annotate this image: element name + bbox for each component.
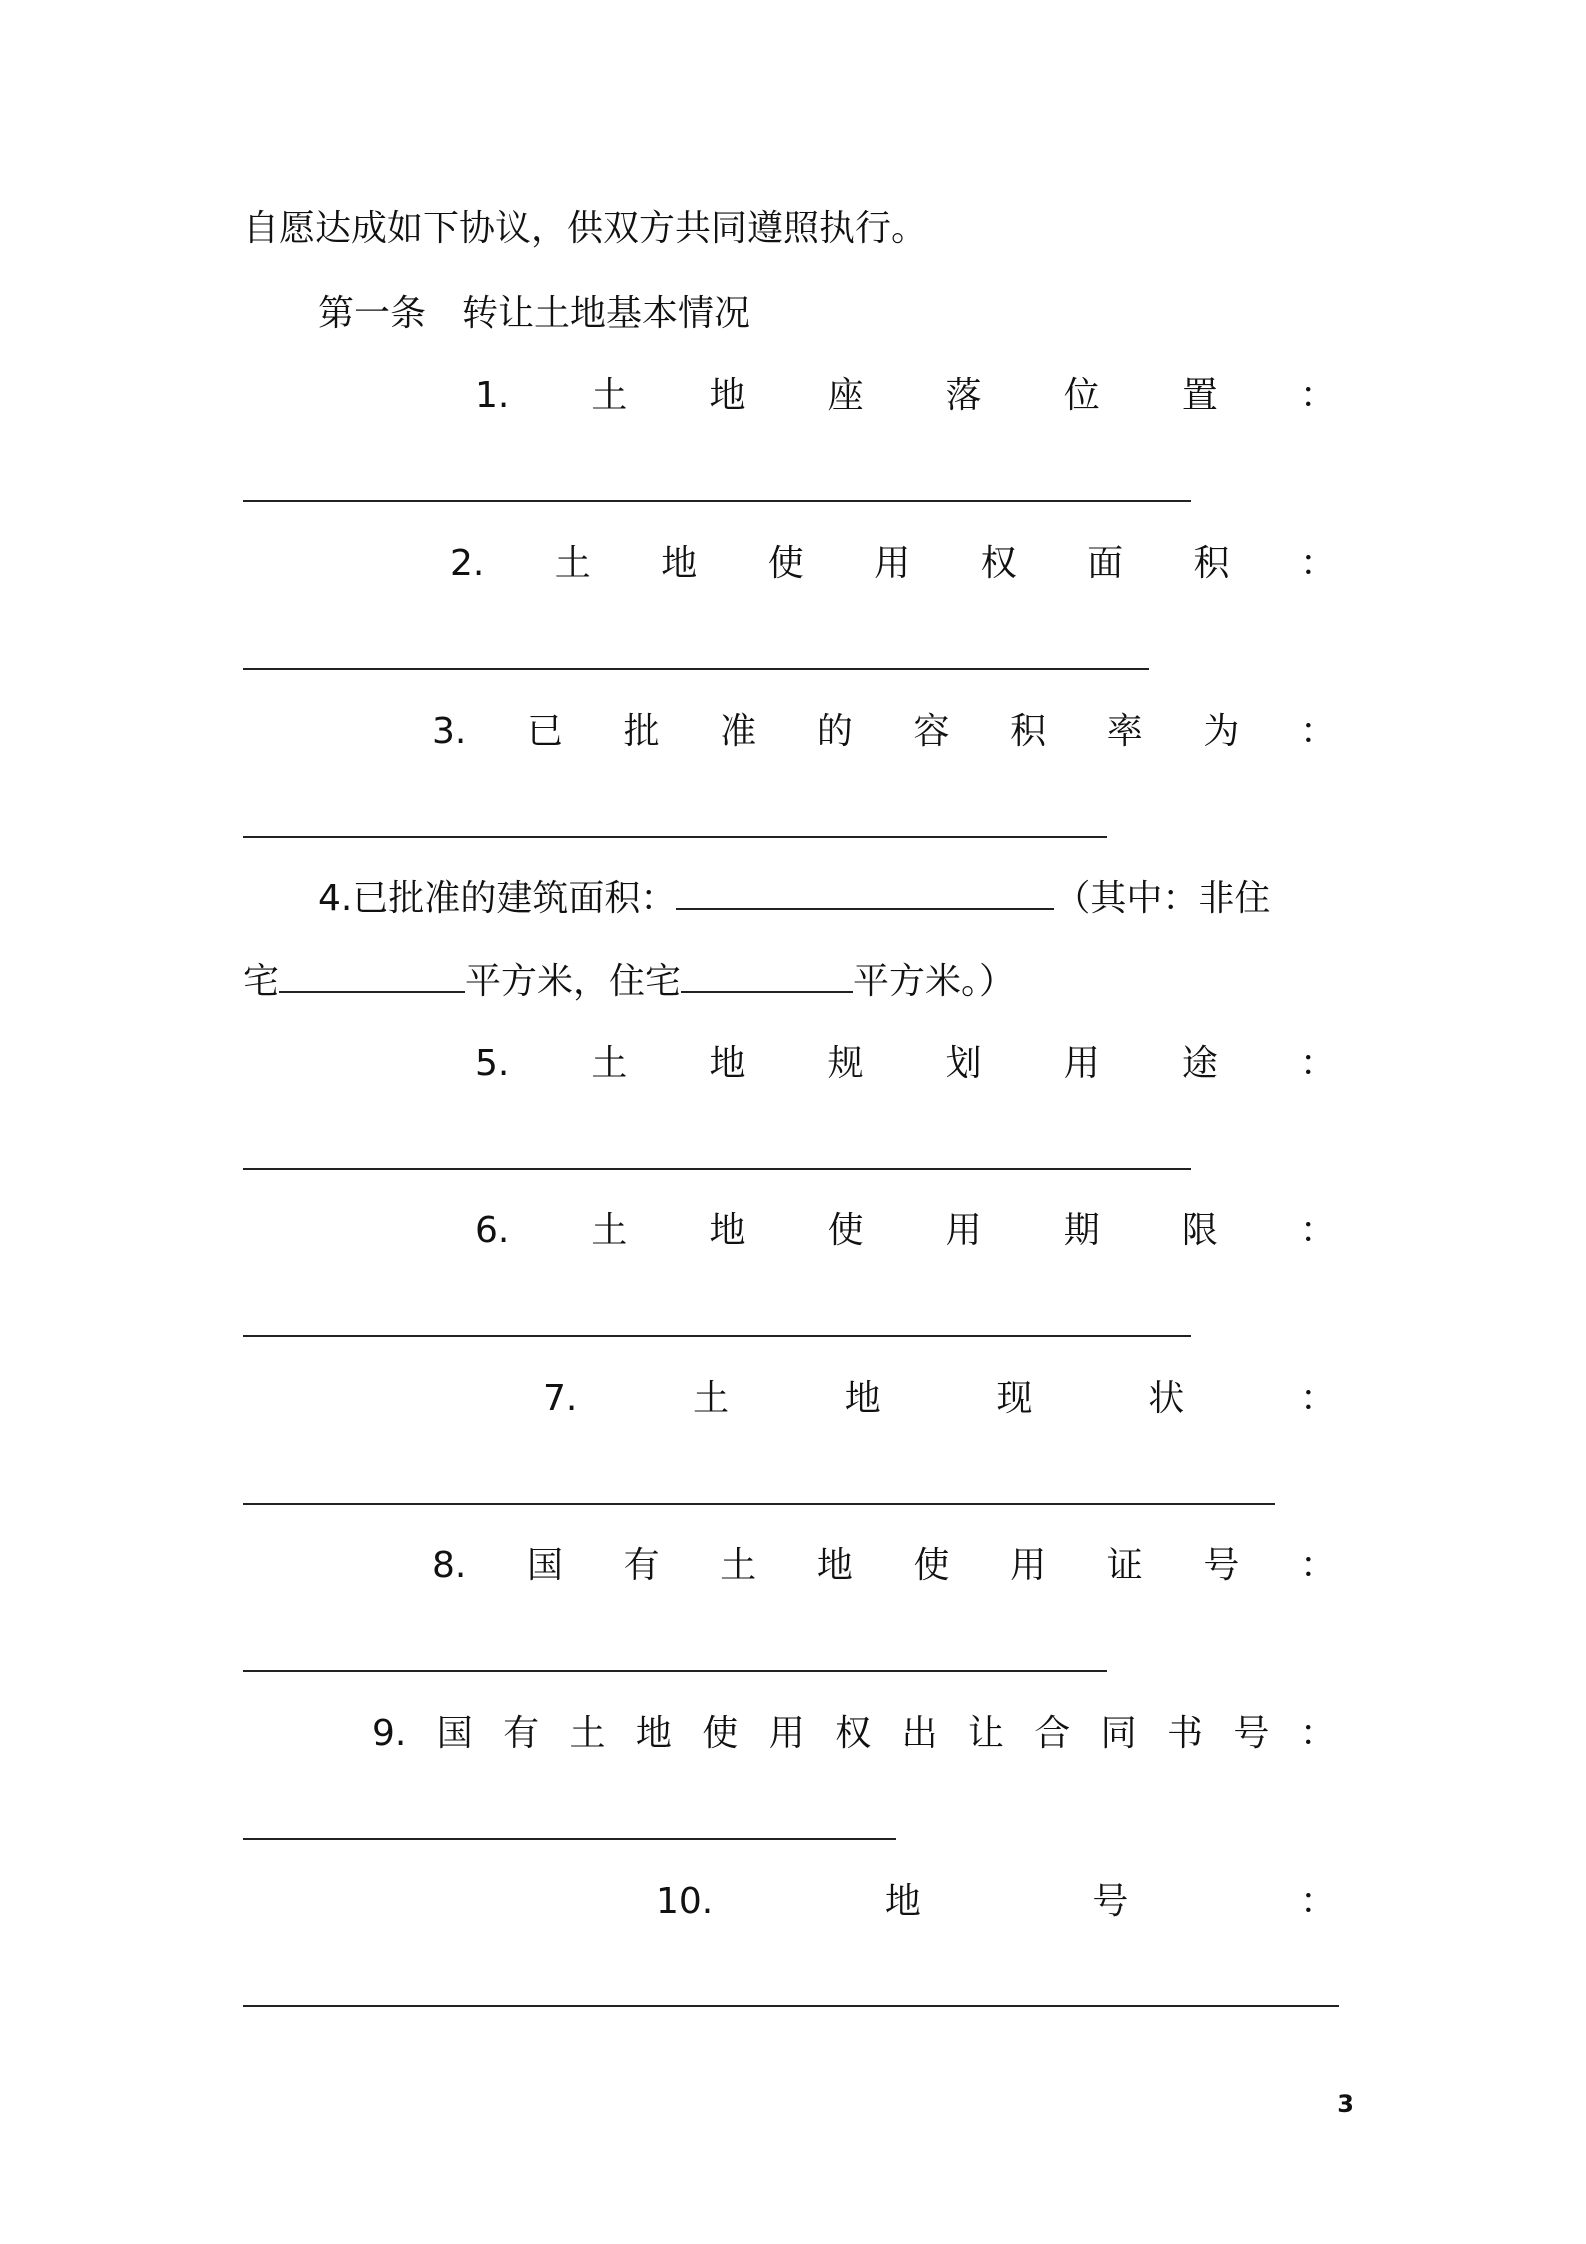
item-char: 地 (635, 1713, 672, 1754)
item-5-blank-line (243, 1168, 1191, 1170)
item-char: ： (1299, 1043, 1336, 1084)
item-char: 准 (720, 711, 757, 752)
item-char: 状 (1148, 1378, 1185, 1419)
item-char: 期 (1063, 1210, 1100, 1251)
item-char: 地 (709, 1043, 746, 1084)
item-char: ： (1299, 1713, 1336, 1754)
item-7-label (543, 1375, 1336, 1423)
item-char: 位 (1063, 375, 1100, 416)
item-char: 地 (709, 1210, 746, 1251)
item-char: 合 (1034, 1713, 1071, 1754)
item-char: 号 (1233, 1713, 1270, 1754)
item-char: 有 (503, 1713, 540, 1754)
item-1-blank-line (243, 500, 1191, 502)
item-4-area-blank (676, 878, 1054, 910)
item-number: 7. (543, 1378, 578, 1419)
item-2-blank-line (243, 668, 1149, 670)
item-char: 地 (884, 1881, 921, 1922)
item-7-blank-line (243, 1503, 1275, 1505)
item-char: 用 (1010, 1545, 1047, 1586)
item-char: 权 (980, 543, 1017, 584)
item-char: 土 (554, 543, 591, 584)
item-10-label (656, 1878, 1336, 1926)
item-char: 土 (591, 1043, 628, 1084)
intro-line: 自愿达成如下协议，供双方共同遵照执行。 (243, 208, 928, 249)
item-char: 使 (767, 543, 804, 584)
item-char: ： (1299, 543, 1336, 584)
item-4-row-1 (318, 875, 1270, 923)
item-char: 地 (661, 543, 698, 584)
item-char: 置 (1181, 375, 1218, 416)
item-char: 书 (1167, 1713, 1204, 1754)
item-char: 国 (436, 1713, 473, 1754)
item-char: 使 (702, 1713, 739, 1754)
item-3-blank-line (243, 836, 1107, 838)
item-char: 出 (901, 1713, 938, 1754)
item-char: 地 (816, 1545, 853, 1586)
item-char: 号 (1092, 1881, 1129, 1922)
item-char: 证 (1106, 1545, 1143, 1586)
item-number: 3. (432, 711, 467, 752)
item-6-label (475, 1207, 1336, 1255)
item-4-open: （其中：非住 (1054, 878, 1271, 919)
item-number: 10. (656, 1881, 714, 1922)
item-char: 积 (1010, 711, 1047, 752)
item-9-label (372, 1710, 1336, 1758)
item-char: 土 (591, 375, 628, 416)
item-1-label (475, 372, 1336, 420)
item-number: 2. (450, 543, 485, 584)
page-number: 3 (1337, 2090, 1354, 2118)
item-char: 批 (623, 711, 660, 752)
item-char: 已 (526, 711, 563, 752)
item-char: ： (1299, 1210, 1336, 1251)
non-residential-blank (279, 961, 465, 993)
residential-unit: 平方米。） (853, 961, 1016, 1002)
item-char: 现 (996, 1378, 1033, 1419)
item-char: 土 (720, 1545, 757, 1586)
article-heading: 第一条 转让土地基本情况 (318, 293, 751, 334)
item-number: 1. (475, 375, 510, 416)
item-char: 规 (827, 1043, 864, 1084)
item-char: ： (1299, 1881, 1336, 1922)
item-char: 土 (693, 1378, 730, 1419)
item-char: 地 (844, 1378, 881, 1419)
item-char: 率 (1106, 711, 1143, 752)
item-number: 6. (475, 1210, 510, 1251)
item-char: 落 (945, 375, 982, 416)
item-char: 用 (945, 1210, 982, 1251)
item-char: 土 (591, 1210, 628, 1251)
item-char: 地 (709, 375, 746, 416)
item-char: 的 (816, 711, 853, 752)
item-char: 国 (526, 1545, 563, 1586)
item-char: 使 (827, 1210, 864, 1251)
item-6-blank-line (243, 1335, 1191, 1337)
item-9-blank-line (243, 1838, 896, 1840)
item-8-label (432, 1542, 1336, 1590)
item-10-blank-line (243, 2005, 1339, 2007)
item-4-label: 4.已批准的建筑面积： (318, 878, 677, 919)
item-4-row-2 (243, 958, 1015, 1006)
item-2-label (450, 540, 1336, 588)
item-char: 土 (569, 1713, 606, 1754)
item-char: 使 (913, 1545, 950, 1586)
item-number: 9. (372, 1713, 407, 1754)
item-char: 用 (874, 543, 911, 584)
item-char: 划 (945, 1043, 982, 1084)
item-char: 有 (623, 1545, 660, 1586)
item-char: ： (1299, 375, 1336, 416)
item-4-line2-start: 宅 (243, 961, 280, 1002)
item-char: 面 (1087, 543, 1124, 584)
item-8-blank-line (243, 1670, 1107, 1672)
item-char: 积 (1193, 543, 1230, 584)
item-char: 权 (835, 1713, 872, 1754)
item-char: ： (1299, 711, 1336, 752)
item-char: 用 (768, 1713, 805, 1754)
item-5-label (475, 1040, 1336, 1088)
item-char: 用 (1063, 1043, 1100, 1084)
item-char: 号 (1203, 1545, 1240, 1586)
item-char: ： (1299, 1378, 1336, 1419)
item-char: 让 (967, 1713, 1004, 1754)
item-char: 容 (913, 711, 950, 752)
item-3-label (432, 708, 1336, 756)
item-char: 同 (1100, 1713, 1137, 1754)
non-residential-unit: 平方米，住宅 (465, 961, 682, 1002)
item-number: 8. (432, 1545, 467, 1586)
item-char: 限 (1181, 1210, 1218, 1251)
item-char: 座 (827, 375, 864, 416)
item-number: 5. (475, 1043, 510, 1084)
item-char: ： (1299, 1545, 1336, 1586)
residential-blank (681, 961, 853, 993)
item-char: 为 (1203, 711, 1240, 752)
item-char: 途 (1181, 1043, 1218, 1084)
